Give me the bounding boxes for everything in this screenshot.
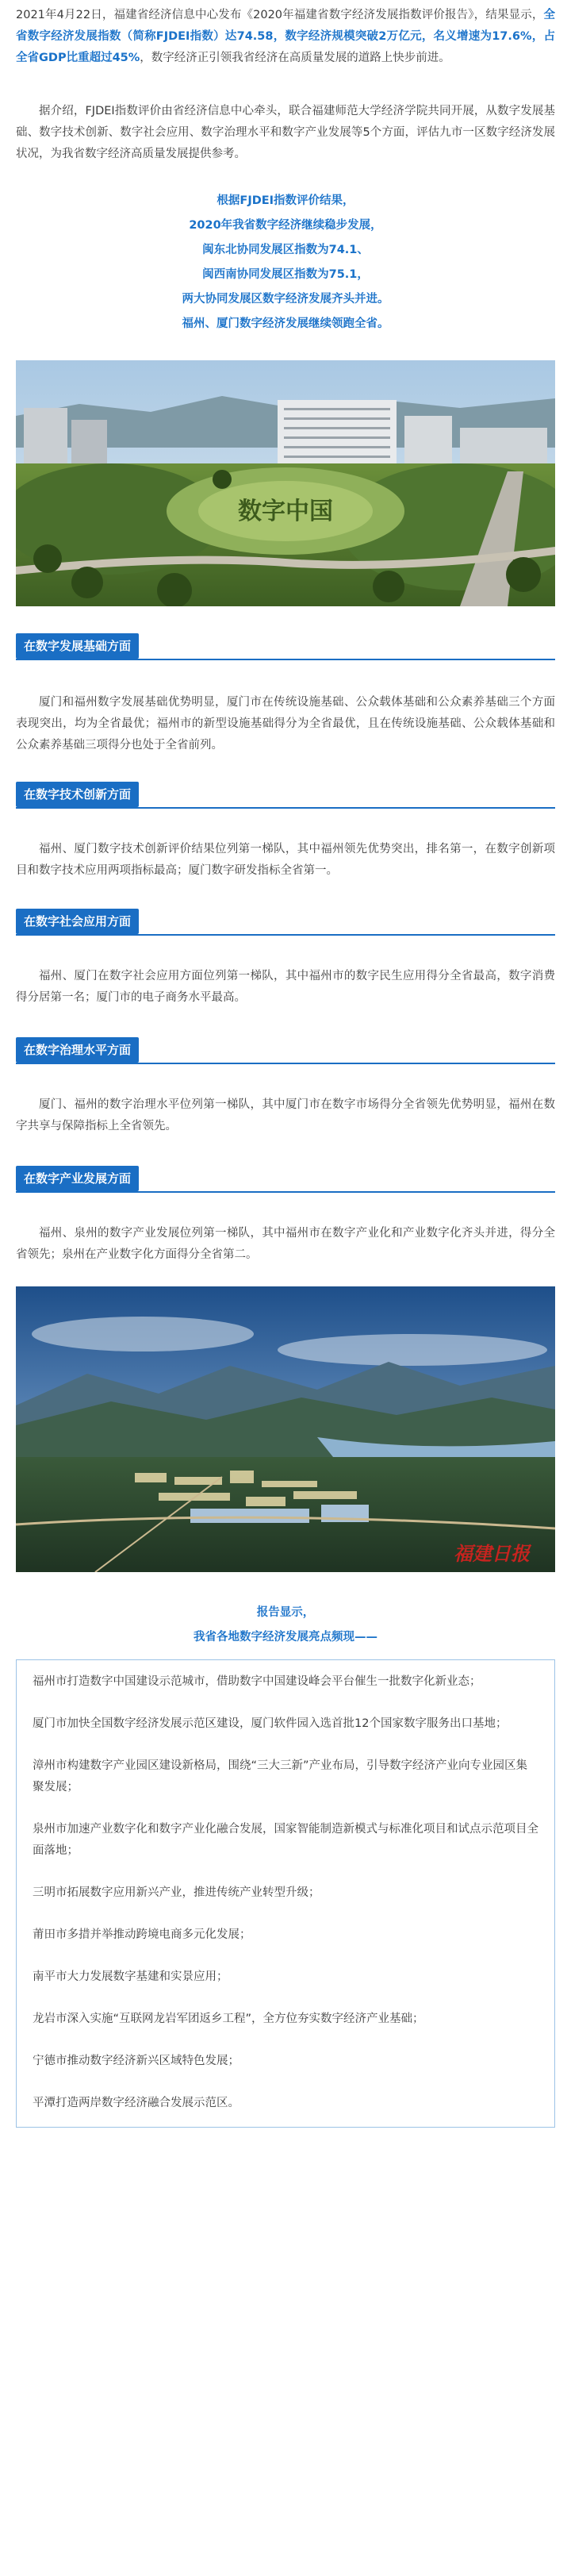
- summary-line: 两大协同发展区数字经济发展齐头并进。: [182, 293, 389, 306]
- city-aerial-photo: [16, 1286, 555, 1572]
- intro-highlight: 全省数字经济发展指数（简称FJDEI指数）达74.58，数字经济规模突破2万亿元，名义增速为17.6%，占全省GDP比重超过45%: [16, 9, 555, 64]
- summary-block: [0, 190, 571, 335]
- campus-aerial-photo: [16, 360, 555, 606]
- campus-lawn-sign: 数字中国: [238, 498, 333, 525]
- section-text-industry: [0, 1223, 571, 1266]
- photo-campus: [0, 360, 571, 606]
- intro-text-a: 2021年4月22日，福建省经济信息中心发布《2020年福建省数字经济发展指数评价报告》，结果显示，: [16, 9, 544, 21]
- photo-city: [0, 1286, 571, 1572]
- section-body: 厦门、福州的数字治理水平位列第一梯队，其中厦门市在数字市场得分全省领先优势明显，福州在数字共享与保障指标上全省领先。: [16, 1098, 555, 1132]
- section-header-society: [0, 909, 571, 936]
- summary-line: 根据FJDEI指数评价结果，: [217, 194, 354, 207]
- section-title: 在数字产业发展方面: [16, 1166, 139, 1191]
- section-divider: [16, 1191, 555, 1193]
- highlight-item: 福州市打造数字中国建设示范城市，借助数字中国建设峰会平台催生一批数字化新业态；: [33, 1675, 481, 1688]
- section-text-innovation: [0, 839, 571, 882]
- section-body: 福州、厦门在数字社会应用方面位列第一梯队，其中福州市的数字民生应用得分全省最高，数字消费得分居第一名；厦门市的电子商务水平最高。: [16, 970, 555, 1004]
- newspaper-watermark: 福建日报: [454, 1542, 530, 1565]
- summary-line: 2020年我省数字经济继续稳步发展，: [189, 219, 382, 232]
- intro-paragraph-1: [0, 5, 571, 69]
- section-title: 在数字技术创新方面: [16, 782, 139, 807]
- section-header-governance: [0, 1037, 571, 1064]
- highlight-item: 漳州市构建数字产业园区建设新格局，围绕“三大三新”产业布局，引导数字经济产业向专业园区集聚发展；: [33, 1759, 528, 1794]
- summary-line: 福州、厦门数字经济发展继续领跑全省。: [182, 317, 389, 330]
- highlight-item: 泉州市加速产业数字化和数字产业化融合发展，国家智能制造新模式与标准化项目和试点示范项目全面落地；: [33, 1823, 538, 1857]
- highlight-item: 南平市大力发展数字基建和实景应用；: [33, 1970, 228, 1983]
- section-text-basics: [0, 692, 571, 756]
- highlights-head-2: 我省各地数字经济发展亮点频现——: [194, 1631, 377, 1644]
- section-body: 厦门和福州数字发展基础优势明显，厦门市在传统设施基础、公众载体基础和公众素养基础三个方面表现突出，均为全省最优；福州市的新型设施基础得分为全省最优，且在传统设施基础、公众载体基础和公众素养基础三项得分也处于全省前列。: [16, 696, 555, 752]
- section-divider: [16, 659, 555, 660]
- highlight-item: 厦门市加快全国数字经济发展示范区建设，厦门软件园入选首批12个国家数字服务出口基地；: [33, 1717, 508, 1730]
- section-title: 在数字治理水平方面: [16, 1037, 139, 1063]
- highlights-header: [0, 1602, 571, 1648]
- section-title: 在数字发展基础方面: [16, 633, 139, 659]
- intro-text-b: ，数字经济正引领我省经济在高质量发展的道路上快步前进。: [140, 52, 450, 64]
- highlight-item: 三明市拓展数字应用新兴产业，推进传统产业转型升级；: [33, 1886, 320, 1899]
- intro-text-2: 据介绍，FJDEI指数评价由省经济信息中心牵头，联合福建师范大学经济学院共同开展，从数字发展基础、数字技术创新、数字社会应用、数字治理水平和数字产业发展等5个方面，评估九市一区数字经济发展状况，为我省数字经济高质量发展提供参考。: [16, 105, 555, 160]
- section-title: 在数字社会应用方面: [16, 909, 139, 934]
- highlight-item: 平潭打造两岸数字经济融合发展示范区。: [33, 2097, 240, 2109]
- highlights-box: [16, 1659, 555, 2128]
- section-header-innovation: [0, 782, 571, 809]
- highlight-item: 莆田市多措并举推动跨境电商多元化发展；: [33, 1928, 251, 1941]
- summary-line: 闽西南协同发展区指数为75.1，: [202, 268, 369, 281]
- section-body: 福州、厦门数字技术创新评价结果位列第一梯队，其中福州领先优势突出，排名第一，在数字创新项目和数字技术应用两项指标最高；厦门数字研发指标全省第一。: [16, 843, 555, 877]
- section-body: 福州、泉州的数字产业发展位列第一梯队，其中福州市在数字产业化和产业数字化齐头并进，得分全省领先；泉州在产业数字化方面得分全省第二。: [16, 1227, 555, 1261]
- section-text-society: [0, 966, 571, 1009]
- section-header-basics: [0, 633, 571, 660]
- intro-paragraph-2: [0, 101, 571, 165]
- highlight-item: 龙岩市深入实施“互联网龙岩军团返乡工程”，全方位夯实数字经济产业基础；: [33, 2013, 424, 2025]
- section-divider: [16, 1063, 555, 1064]
- section-text-governance: [0, 1094, 571, 1137]
- section-divider: [16, 807, 555, 809]
- highlight-item: 宁德市推动数字经济新兴区域特色发展；: [33, 2055, 240, 2067]
- highlights-head-1: 报告显示，: [256, 1606, 315, 1619]
- summary-line: 闽东北协同发展区指数为74.1、: [202, 244, 369, 256]
- section-divider: [16, 934, 555, 936]
- section-header-industry: [0, 1166, 571, 1193]
